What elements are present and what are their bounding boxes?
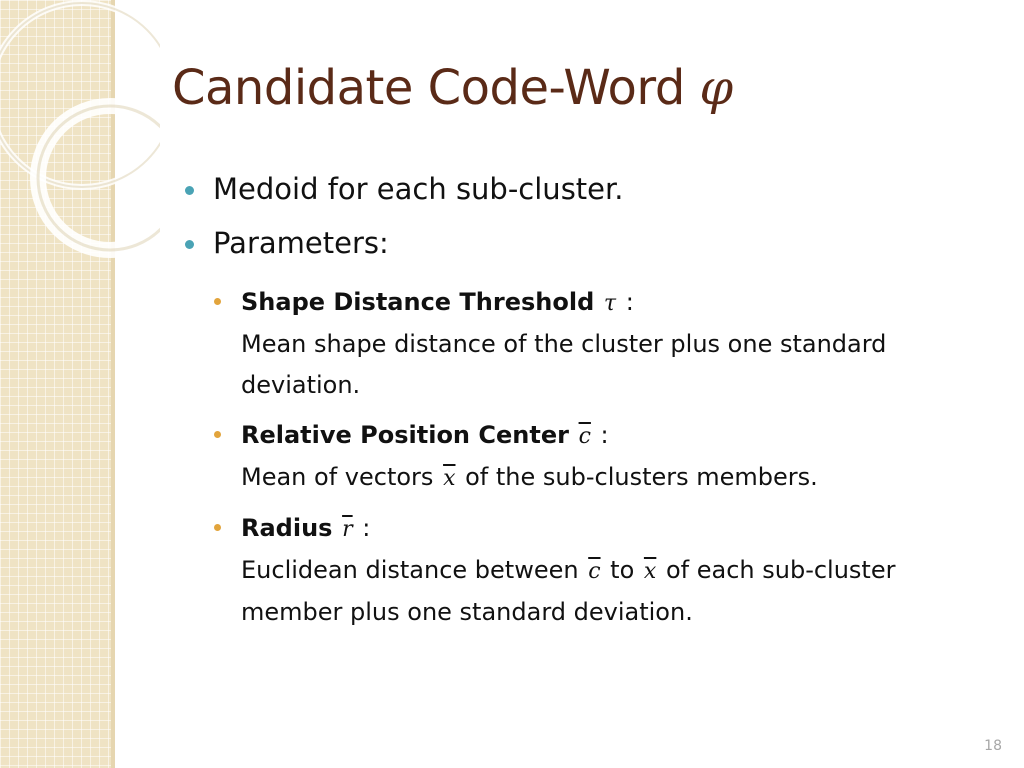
parameter-list [214,282,992,633]
c-bar-symbol: $\overline{c}$ [578,424,591,449]
parameter-description-start: Mean of vectors [241,463,434,491]
parameter-colon: : [625,288,634,316]
phi-symbol: φ [699,60,733,116]
parameter-colon: : [362,514,371,542]
parameter-description-end: of each sub-cluster member plus one standard deviation. [241,556,896,626]
page-number: 18 [984,738,1002,754]
bullet-dot-icon [185,186,194,195]
sub-bullet-dot-icon [214,524,221,531]
bullet-item-parameters [182,222,992,264]
sub-bullet-relative-position-center [214,415,992,499]
bullet-text: Medoid for each sub-cluster. [213,172,624,206]
slide-title [172,62,733,115]
parameter-description-start: Euclidean distance between [241,556,579,584]
sub-bullet-radius [214,508,992,633]
parameter-heading: Shape Distance Threshold [241,288,595,316]
sub-bullet-shape-distance-threshold [214,282,992,406]
sub-bullet-list [182,282,992,642]
x-bar-symbol: $\overline{x}$ [443,466,456,491]
decorative-rings-graphic [0,0,160,260]
bullet-item-medoid [182,168,992,210]
slide-title-text: Candidate Code-Word [172,60,685,116]
tau-symbol: τ [603,291,617,316]
parameter-description-end: of the sub-clusters members. [465,463,818,491]
sub-bullet-dot-icon [214,298,221,305]
parameter-heading: Relative Position Center [241,421,569,449]
c-bar-symbol: $\overline{c}$ [588,559,601,584]
bullet-list [182,168,992,276]
parameter-colon: : [600,421,609,449]
r-bar-symbol: $\overline{r}$ [342,517,353,542]
parameter-heading: Radius [241,514,333,542]
x-bar-symbol: $\overline{x}$ [643,559,657,584]
bullet-dot-icon [185,240,194,249]
bullet-text: Parameters: [213,226,389,261]
parameter-description: Mean shape distance of the cluster plus one standard deviation. [241,330,887,399]
parameter-description-middle: to [610,556,635,584]
sub-bullet-dot-icon [214,431,221,438]
